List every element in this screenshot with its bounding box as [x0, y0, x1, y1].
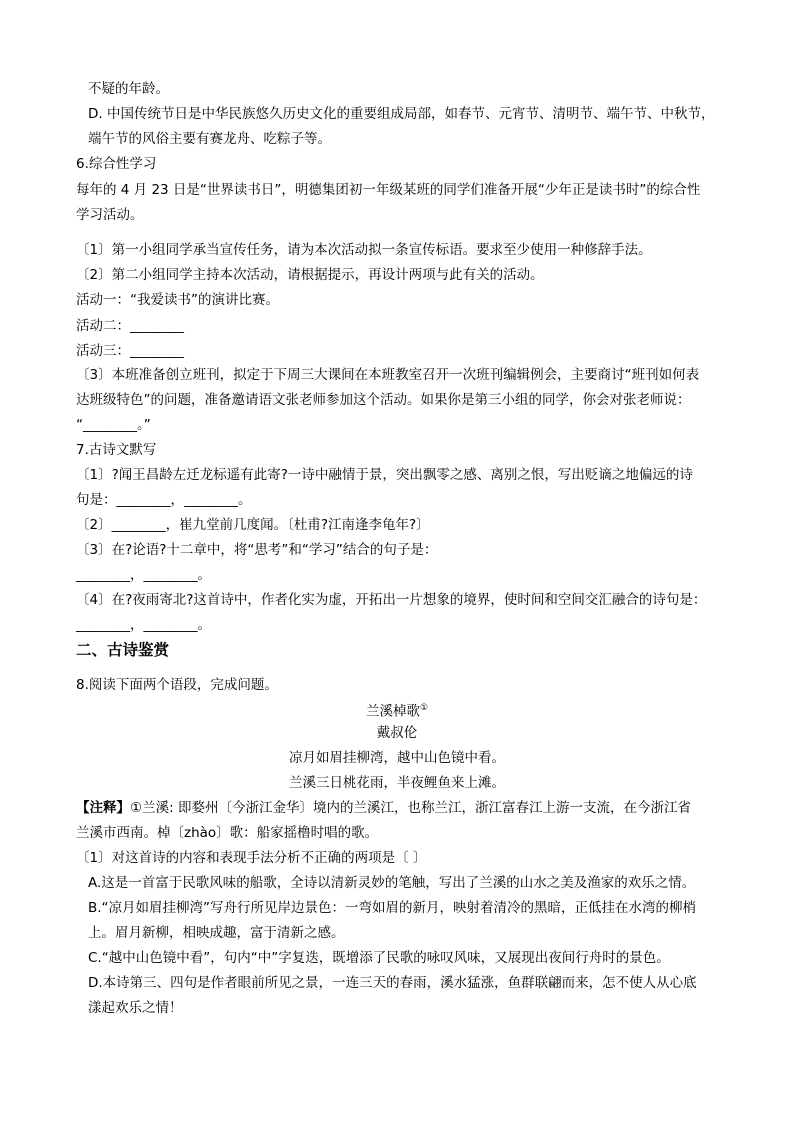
q6-activity1: 活动一：“我爱读书”的演讲比赛。 [76, 292, 279, 308]
option-b-line1: B.“凉月如眉挂柳湾”写舟行所见岸边景色：一弯如眉的新月，映射着清冷的黑暗，正低挂在水湾的柳梢 [88, 900, 697, 916]
note-label: 【注释】 [76, 800, 130, 816]
q7-item2: 〔2〕________，崔九堂前几度闻。〔杜甫?江南逢李龟年?〕 [76, 517, 430, 533]
q6-activity2: 活动二：________ [76, 318, 184, 334]
q6-intro-line1: 每年的 4 月 23 日是“世界读书日”，明德集团初一年级某班的同学们准备开展“少年正是读书时”的综合性 [76, 182, 701, 198]
q7-title: 7.古诗文默写 [76, 442, 157, 458]
option-b-line2: 上。眉月新柳，相映成趣，富于清新之感。 [88, 925, 345, 941]
q5-option-d-line2: 端午节的风俗主要有赛龙舟、吃粽子等。 [88, 131, 331, 147]
note-text1: ①兰溪: 即婺州〔今浙江金华〕境内的兰溪江，也称兰江，浙江富春江上游一支流，在今浙江省 [130, 800, 691, 816]
poem-author: 戴叔伦 [376, 725, 418, 741]
q5-continued-line: 不疑的年龄。 [88, 81, 169, 97]
q6-part3-line3: “________。” [76, 417, 151, 433]
q6-part3-line1: 〔3〕本班准备创立班刊，拟定于下周三大课间在本班教室召开一次班刊编辑例会，主要商讨“班刊如何表 [76, 367, 700, 383]
q8-intro: 8.阅读下面两个语段，完成问题。 [76, 677, 278, 693]
option-d-line1: D.本诗第三、四句是作者眼前所见之景，一连三天的春雨，溪水猛涨，鱼群联翩而来，怎不使人从心底 [88, 975, 697, 991]
q7-item4-line1: 〔4〕在?夜雨寄北?这首诗中，作者化实为虚，开拓出一片想象的境界，使时间和空间交汇融合的诗句是： [76, 592, 707, 608]
q7-item1-line2: 句是：________，________。 [76, 492, 252, 508]
poem-note-mark: ① [419, 703, 429, 713]
poem-line2: 兰溪三日桃花雨，半夜鲤鱼来上滩。 [289, 775, 505, 791]
poem-title: 兰溪棹歌 [365, 703, 420, 720]
q7-item3-line2: ________，________。 [76, 567, 211, 583]
q6-part2: 〔2〕第二小组同学主持本次活动，请根据提示，再设计两项与此有关的活动。 [76, 267, 544, 283]
q6-part3-line2: 达班级特色”的问题，准备邀请语文张老师参加这个活动。如果你是第三小组的同学，你会对张老师说： [76, 392, 691, 408]
option-d-line2: 漾起欢乐之情！ [88, 1000, 183, 1016]
q5-option-d-line1: D. 中国传统节日是中华民族悠久历史文化的重要组成局部，如春节、元宵节、清明节、端午节、中秋节， [88, 106, 715, 122]
poem-title-row [0, 699, 794, 721]
option-c: C.“越中山色镜中看”，句内“中”字复迭，既增添了民歌的咏叹风味，又展现出夜间行舟时的景色。 [88, 950, 670, 966]
q7-item1-line1: 〔1〕?闻王昌龄左迁龙标遥有此寄?一诗中融情于景，突出飘零之感、离别之恨，写出贬谪之地偏远的诗 [76, 467, 693, 483]
note-line1 [76, 799, 691, 817]
q7-item3-line1: 〔3〕在?论语?十二章中，将“思考”和“学习”结合的句子是： [76, 542, 438, 558]
q6-intro-line2: 学习活动。 [76, 207, 144, 223]
q8-subquestion1: 〔1〕对这首诗的内容和表现手法分析不正确的两项是〔 〕 [76, 850, 427, 866]
poem-line1: 凉月如眉挂柳湾，越中山色镜中看。 [289, 750, 505, 766]
section-heading: 二、古诗鉴赏 [76, 641, 170, 659]
q6-title: 6.综合性学习 [76, 156, 157, 172]
q6-activity3: 活动三：________ [76, 343, 184, 359]
option-a: A.这是一首富于民歌风味的船歌，全诗以清新灵妙的笔触，写出了兰溪的山水之美及渔家的欢乐之情。 [88, 875, 696, 891]
note-line2: 兰溪市西南。棹〔zhào〕歌：船家摇橹时唱的歌。 [76, 825, 379, 841]
q6-part1: 〔1〕第一小组同学承当宣传任务，请为本次活动拟一条宣传标语。要求至少使用一种修辞手法。 [76, 242, 652, 258]
q7-item4-line2: ________，________。 [76, 617, 211, 633]
